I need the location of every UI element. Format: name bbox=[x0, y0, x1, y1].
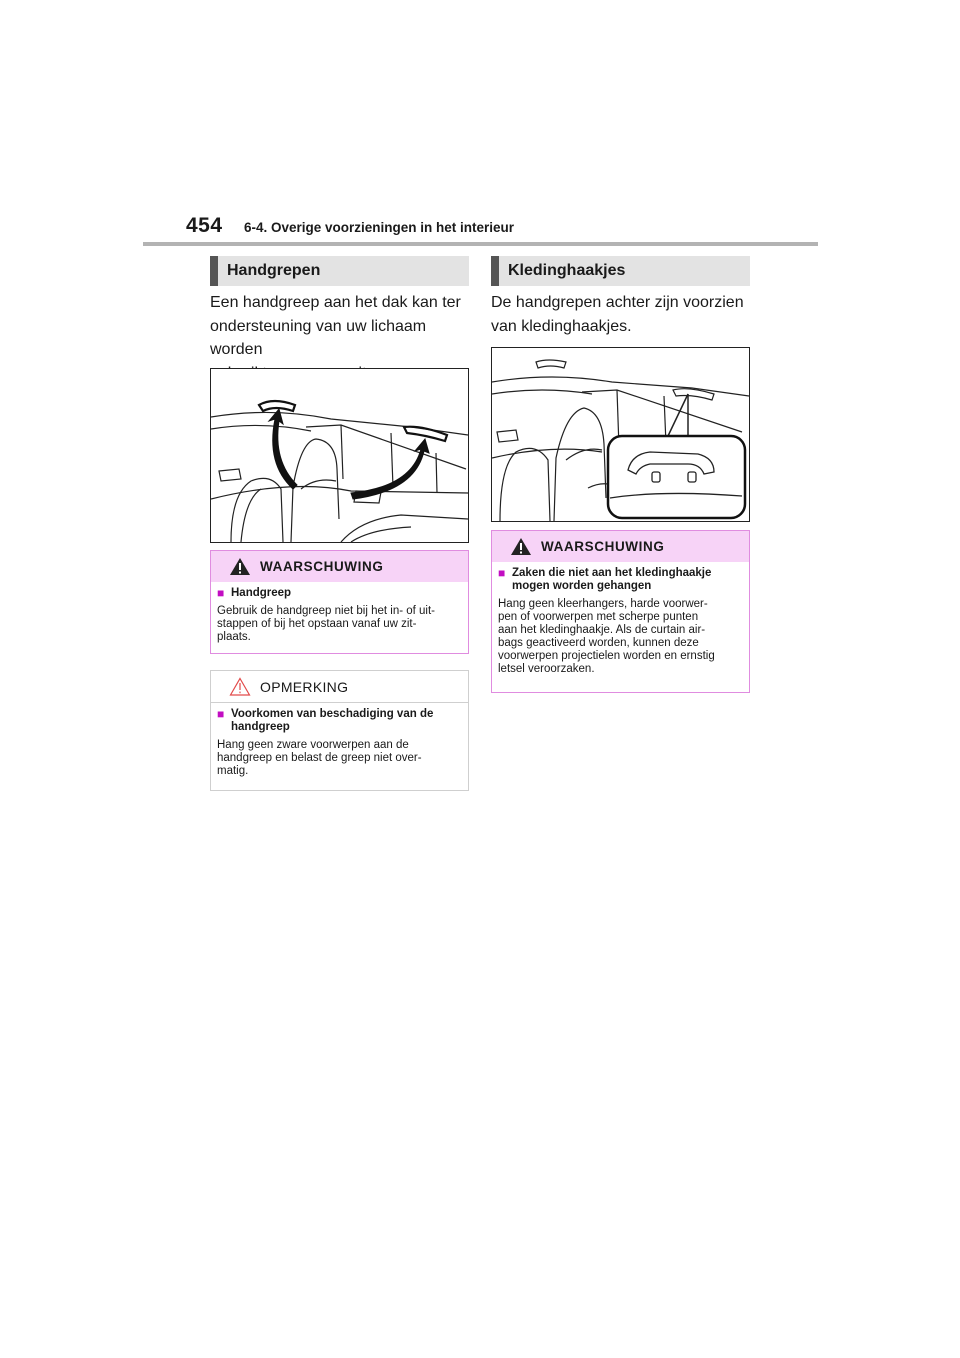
kledinghaakjes-heading: Kledinghaakjes bbox=[491, 256, 750, 286]
coat-hook-illustration bbox=[491, 347, 750, 522]
page-number: 454 bbox=[186, 214, 223, 237]
handgrepen-heading: Handgrepen bbox=[210, 256, 469, 286]
warning-header bbox=[492, 531, 749, 562]
note-item-title: ■ Voorkomen van beschadiging van de handgreep bbox=[217, 707, 434, 733]
handgrip-illustration bbox=[210, 368, 469, 543]
coat-hook-drawing bbox=[492, 348, 749, 521]
warning-item-text: Hang geen kleerhangers, harde voorwer- pen of voorwerpen met scherpe punten aan het kledinghaakje. Als de curtain air- bags geactiveerd worden, kunnen deze voorwerpen projectielen worden en ernstig letsel veroorzaken. bbox=[498, 598, 715, 675]
caution-triangle-icon bbox=[229, 677, 251, 696]
warning-title: WAARSCHUWING bbox=[541, 539, 665, 554]
note-item-text: Hang geen zware voorwerpen aan de handgreep en belast de greep niet over- matig. bbox=[217, 739, 422, 777]
warning-item-title: ■ Zaken die niet aan het kledinghaakje mogen worden gehangen bbox=[498, 566, 712, 592]
note-header bbox=[211, 671, 468, 703]
warning-header bbox=[211, 551, 468, 582]
warning-item-title: ■ Handgreep bbox=[217, 586, 292, 600]
intro-line: Een handgreep aan het dak kan ter bbox=[210, 294, 461, 311]
warning-triangle-icon bbox=[510, 537, 532, 556]
warning-box-handgreep bbox=[210, 550, 469, 654]
section-title: 6-4. Overige voorzieningen in het interieur bbox=[244, 220, 515, 235]
intro-line: De handgrepen achter zijn voorzien bbox=[491, 294, 744, 311]
square-bullet-icon: ■ bbox=[217, 707, 225, 721]
square-bullet-icon: ■ bbox=[498, 566, 506, 580]
header-divider bbox=[143, 242, 818, 246]
kledinghaakjes-intro bbox=[491, 291, 753, 338]
intro-line: ondersteuning van uw lichaam worden bbox=[210, 317, 427, 358]
note-box-handgreep bbox=[210, 670, 469, 791]
square-bullet-icon: ■ bbox=[217, 586, 225, 600]
warning-triangle-icon bbox=[229, 557, 251, 576]
warning-item-text: Gebruik de handgreep niet bij het in- of uit- stappen of bij het opstaan vanaf uw zit- plaats. bbox=[217, 605, 435, 643]
note-title: OPMERKING bbox=[260, 679, 349, 695]
handgrip-drawing bbox=[211, 369, 468, 542]
warning-title: WAARSCHUWING bbox=[260, 559, 384, 574]
intro-line: van kledinghaakjes. bbox=[491, 317, 632, 335]
warning-box-kledinghaakje bbox=[491, 530, 750, 693]
